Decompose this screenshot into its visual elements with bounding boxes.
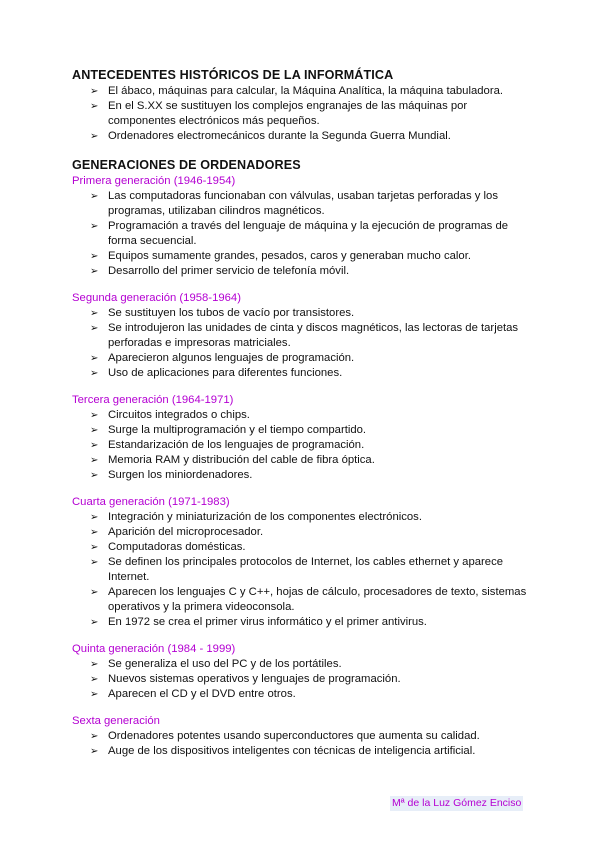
arrow-bullet-icon: ➢ <box>90 425 99 436</box>
arrow-bullet-icon: ➢ <box>90 587 99 598</box>
list-item: ➢ Aparición del microprocesador. <box>90 526 264 538</box>
list-item: ➢ Integración y miniaturización de los componentes electrónicos. <box>90 511 422 523</box>
list-item: ➢ Se sustituyen los tubos de vacío por transistores. <box>90 307 355 319</box>
generation-heading: Segunda generación (1958-1964) <box>72 292 241 304</box>
list-item: ➢ Auge de los dispositivos inteligentes con técnicas de inteligencia artificial. <box>90 745 476 757</box>
list-item: ➢ Memoria RAM y distribución del cable de fibra óptica. <box>90 454 375 466</box>
list-item: ➢ Computadoras domésticas. <box>90 541 246 553</box>
list-item: ➢ Equipos sumamente grandes, pesados, caros y generaban mucho calor. <box>90 250 471 262</box>
generation-heading: Sexta generación <box>72 715 160 727</box>
list-item: ➢ En 1972 se crea el primer virus informático y el primer antivirus. <box>90 616 427 628</box>
arrow-bullet-icon: ➢ <box>90 512 99 523</box>
generation-heading: Primera generación (1946-1954) <box>72 175 236 187</box>
generation-block <box>72 714 532 759</box>
list-item: ➢ Ordenadores potentes usando superconductores que aumenta su calidad. <box>90 730 480 742</box>
arrow-bullet-icon: ➢ <box>90 191 99 202</box>
arrow-bullet-icon: ➢ <box>90 308 99 319</box>
list-item: ➢ Se introdujeron las unidades de cinta y discos magnéticos, las lectoras de tarjetas perforadas e impresoras matriciales. <box>90 322 519 349</box>
arrow-bullet-icon: ➢ <box>90 746 99 757</box>
list-item: ➢ Desarrollo del primer servicio de telefonía móvil. <box>90 265 350 277</box>
list-item: ➢ Aparecieron algunos lenguajes de programación. <box>90 352 355 364</box>
arrow-bullet-icon: ➢ <box>90 542 99 553</box>
section-title-antecedentes: ANTECEDENTES HISTÓRICOS DE LA INFORMÁTICA <box>72 68 394 82</box>
list-item: ➢ Ordenadores electromecánicos durante la Segunda Guerra Mundial. <box>90 130 451 142</box>
generation-heading: Tercera generación (1964-1971) <box>72 394 234 406</box>
author-footer: Mª de la Luz Gómez Enciso <box>392 797 522 809</box>
arrow-bullet-icon: ➢ <box>90 221 99 232</box>
generation-block <box>72 393 532 483</box>
arrow-bullet-icon: ➢ <box>90 689 99 700</box>
list-item: ➢ Surge la multiprogramación y el tiempo compartido. <box>90 424 367 436</box>
generation-heading: Quinta generación (1984 - 1999) <box>72 643 236 655</box>
arrow-bullet-icon: ➢ <box>90 455 99 466</box>
arrow-bullet-icon: ➢ <box>90 440 99 451</box>
list-item: ➢ Nuevos sistemas operativos y lenguajes de programación. <box>90 673 401 685</box>
arrow-bullet-icon: ➢ <box>90 731 99 742</box>
list-item: ➢ Surgen los miniordenadores. <box>90 469 253 481</box>
list-item: ➢ Programación a través del lenguaje de máquina y la ejecución de programas de forma secuencial. <box>90 220 509 247</box>
list-item: ➢ El ábaco, máquinas para calcular, la Máquina Analítica, la máquina tabuladora. <box>90 85 504 97</box>
arrow-bullet-icon: ➢ <box>90 86 99 97</box>
generation-block <box>72 291 532 381</box>
arrow-bullet-icon: ➢ <box>90 251 99 262</box>
list-item: ➢ Estandarización de los lenguajes de programación. <box>90 439 365 451</box>
arrow-bullet-icon: ➢ <box>90 266 99 277</box>
list-item: ➢ Uso de aplicaciones para diferentes funciones. <box>90 367 343 379</box>
list-item: ➢ Circuitos integrados o chips. <box>90 409 250 421</box>
generation-block <box>72 174 532 279</box>
antecedentes-list <box>72 84 532 144</box>
list-item: ➢ Se generaliza el uso del PC y de los portátiles. <box>90 658 342 670</box>
generation-block <box>72 495 532 630</box>
list-item: ➢ Aparecen los lenguajes C y C++, hojas de cálculo, procesadores de texto, sistemas operativos y la primera videoconsola. <box>90 586 527 613</box>
arrow-bullet-icon: ➢ <box>90 323 99 334</box>
arrow-bullet-icon: ➢ <box>90 470 99 481</box>
arrow-bullet-icon: ➢ <box>90 410 99 421</box>
arrow-bullet-icon: ➢ <box>90 368 99 379</box>
section-title-generaciones: GENERACIONES DE ORDENADORES <box>72 158 301 172</box>
arrow-bullet-icon: ➢ <box>90 353 99 364</box>
list-item: ➢ En el S.XX se sustituyen los complejos engranajes de las máquinas por componentes electrónicos más pequeños. <box>90 100 468 127</box>
arrow-bullet-icon: ➢ <box>90 674 99 685</box>
arrow-bullet-icon: ➢ <box>90 557 99 568</box>
arrow-bullet-icon: ➢ <box>90 527 99 538</box>
arrow-bullet-icon: ➢ <box>90 131 99 142</box>
list-item: ➢ Aparecen el CD y el DVD entre otros. <box>90 688 296 700</box>
generation-heading: Cuarta generación (1971-1983) <box>72 496 230 508</box>
arrow-bullet-icon: ➢ <box>90 659 99 670</box>
list-item: ➢ Se definen los principales protocolos de Internet, los cables ethernet y aparece Internet. <box>90 556 504 583</box>
document-page <box>72 68 532 759</box>
arrow-bullet-icon: ➢ <box>90 101 99 112</box>
generation-block <box>72 642 532 702</box>
list-item: ➢ Las computadoras funcionaban con válvulas, usaban tarjetas perforadas y los programas, utilizaban cilindros magnéticos. <box>90 190 498 217</box>
arrow-bullet-icon: ➢ <box>90 617 99 628</box>
